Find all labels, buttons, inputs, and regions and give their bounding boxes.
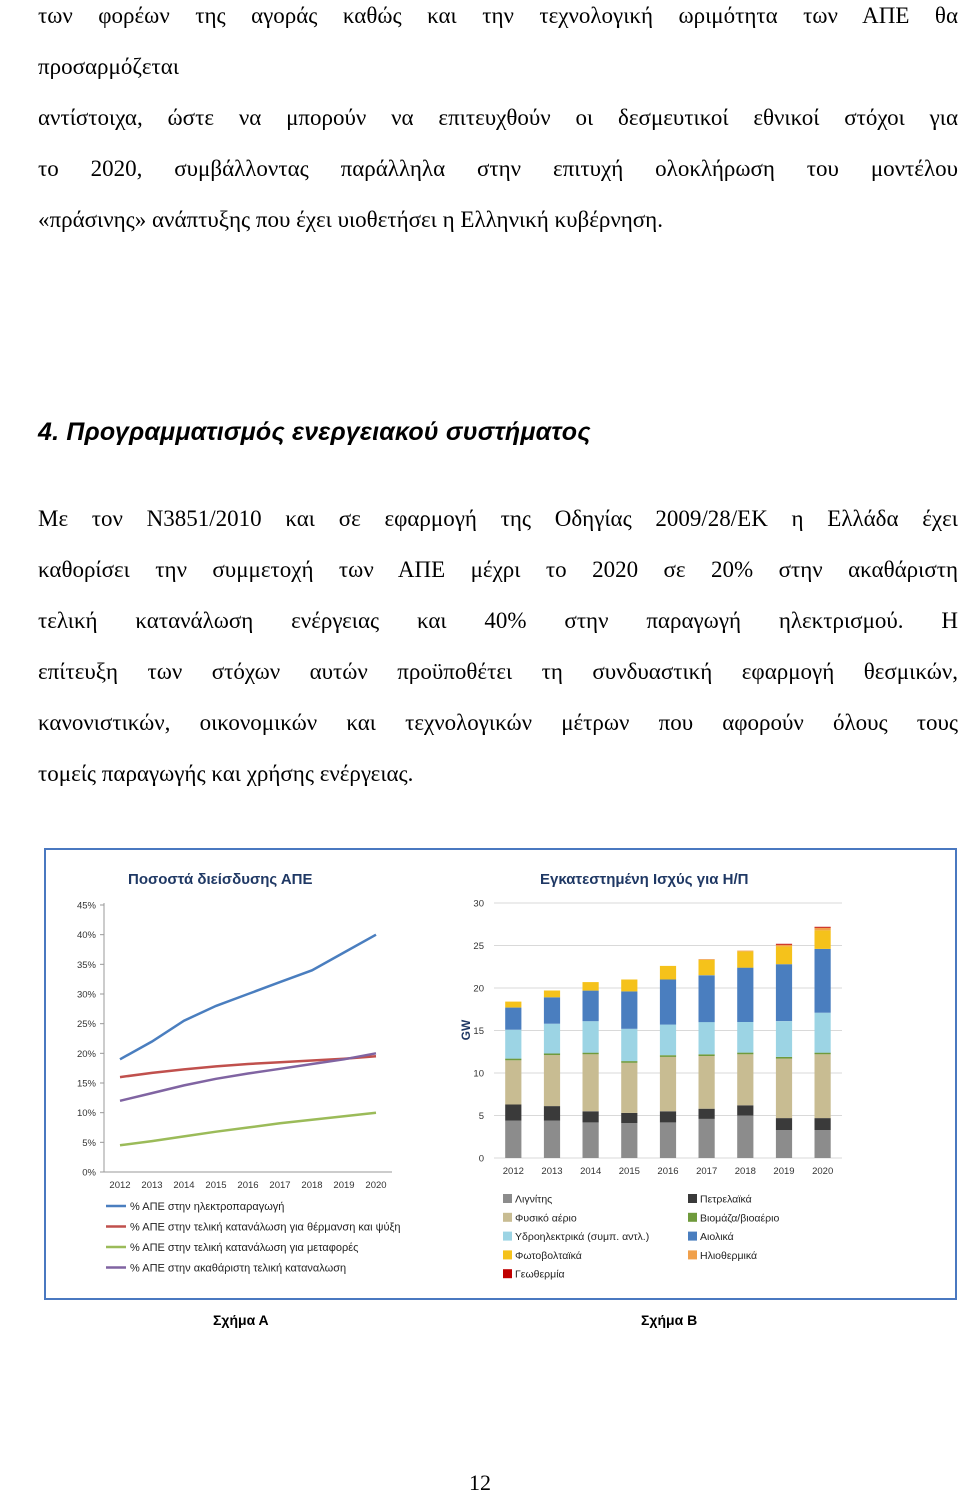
chart-a-x-tick-label: 2019 [333, 1180, 355, 1191]
chart-a-series-line [120, 935, 376, 1060]
chart-b-bar-segment [660, 980, 676, 1025]
chart-b-bar-segment [660, 966, 676, 980]
chart-b-x-tick-label: 2018 [734, 1166, 756, 1177]
chart-b-legend-swatch [503, 1250, 512, 1259]
chart-b-bar-segment [776, 964, 792, 1021]
chart-a-y-tick-label: 0% [82, 1167, 96, 1179]
chart-b-bar-segment [544, 1121, 560, 1158]
chart-b-bar-segment [583, 1021, 599, 1052]
chart-b-bar-segment [815, 949, 831, 1013]
chart-b-bar-segment [621, 1113, 637, 1123]
chart-b-x-tick-label: 2013 [541, 1166, 563, 1177]
body-line: κανονιστικών, οικονομικών και τεχνολογικών μέτρων που αφορούν όλους τους [38, 710, 958, 735]
chart-b-legend-label: Ηλιοθερμικά [700, 1249, 758, 1262]
chart-b-bar-segment [737, 1022, 753, 1053]
chart-b-legend-swatch [503, 1232, 512, 1241]
chart-a-x-tick-label: 2012 [109, 1180, 131, 1191]
chart-b-bar-segment [699, 1022, 715, 1054]
chart-a-legend-label: % ΑΠΕ στην τελική κατανάλωση για θέρμανση και ψύξη [130, 1221, 401, 1234]
chart-b-bar-segment [583, 982, 599, 991]
chart-b-bar-segment [815, 1053, 831, 1055]
caption-a: Σχήμα Α [213, 1312, 269, 1328]
chart-a-series-line [120, 1053, 376, 1101]
chart-a-x-tick-label: 2016 [237, 1180, 259, 1191]
chart-b-bar-segment [699, 1109, 715, 1119]
chart-b-bar-segment [505, 1008, 521, 1030]
chart-b-bar-segment [505, 1060, 521, 1104]
chart-b-bar-segment [699, 959, 715, 960]
chart-a-title: Ποσοστά διείσδυσης ΑΠΕ [128, 871, 313, 888]
chart-b-y-tick-label: 25 [473, 941, 484, 952]
chart-b-x-tick-label: 2012 [502, 1166, 524, 1177]
page-number: 12 [469, 1470, 491, 1495]
chart-a-x-tick-label: 2018 [301, 1180, 323, 1191]
chart-b-bar-segment [544, 1055, 560, 1106]
body-line: τομείς παραγωγής και χρήσης ενέργειας. [38, 761, 414, 786]
chart-b-bar-segment [699, 1119, 715, 1158]
chart-b-bar-segment [776, 945, 792, 947]
chart-b-legend-label: Βιομάζα/βιοαέριο [700, 1212, 780, 1225]
caption-b: Σχήμα Β [641, 1312, 698, 1328]
chart-b-bar-segment [815, 1054, 831, 1118]
chart-a-y-tick-label: 5% [82, 1137, 96, 1149]
chart-b-legend-label: Υδροηλεκτρικά (συμπ. αντλ.) [515, 1231, 650, 1244]
chart-a-y-tick-label: 20% [76, 1048, 96, 1060]
chart-b-bar-segment [621, 1029, 637, 1061]
chart-b-bar-segment [621, 1063, 637, 1113]
figure-frame [44, 848, 957, 1300]
chart-b-bar-segment [737, 1053, 753, 1055]
chart-b-bar-segment [544, 1053, 560, 1055]
chart-b-bar-segment [776, 946, 792, 964]
chart-b-legend-label: Γεωθερμία [515, 1268, 565, 1281]
chart-b-legend-swatch [688, 1250, 697, 1259]
chart-a-y-tick-label: 30% [76, 989, 96, 1001]
chart-b-bar-segment [544, 991, 560, 998]
chart-b-bar-segment [699, 975, 715, 1022]
chart-a-y-tick-label: 15% [76, 1078, 96, 1090]
chart-b-bar-segment [776, 1021, 792, 1057]
chart-b-bar-segment [505, 1059, 521, 1061]
chart-b-bar-segment [815, 1130, 831, 1158]
chart-b-title: Εγκατεστημένη Ισχύς για Η/Π [540, 871, 749, 888]
chart-b-bar-segment [737, 1116, 753, 1159]
body-line: καθορίσει την συμμετοχή των ΑΠΕ μέχρι το 2020 σε 20% στην ακαθάριστη [38, 557, 958, 582]
chart-b-bar-segment [621, 1123, 637, 1158]
chart-b-bar-segment [776, 1118, 792, 1130]
chart-b-bar-segment [776, 1057, 792, 1059]
chart-b-y-tick-label: 30 [473, 898, 484, 910]
chart-b-bar-segment [699, 1056, 715, 1109]
chart-b-bar-segment [505, 1002, 521, 1008]
chart-b-bar-segment [660, 1025, 676, 1056]
chart-b-bar-segment [505, 1030, 521, 1059]
chart-b-bar-segment [815, 927, 831, 928]
chart-b-bar-segment [583, 1054, 599, 1111]
chart-b-legend-label: Φυσικό αέριο [515, 1212, 577, 1225]
chart-b-bar-segment [505, 1104, 521, 1120]
chart-b-legend-swatch [503, 1194, 512, 1203]
intro-line: «πράσινης» ανάπτυξης που έχει υιοθετήσει η Ελληνική κυβέρνηση. [38, 207, 663, 232]
chart-b-y-axis-label: GW [459, 1019, 473, 1041]
chart-b-legend-swatch [688, 1232, 697, 1241]
chart-a-y-tick-label: 25% [76, 1019, 96, 1031]
chart-b-bar-segment [660, 1057, 676, 1111]
body-line: επίτευξη των στόχων αυτών προϋποθέτει τη συνδυαστική εφαρμογή θεσμικών, [38, 659, 958, 684]
intro-line: προσαρμόζεται [38, 54, 180, 79]
chart-b-legend-swatch [688, 1194, 697, 1203]
intro-line: αντίστοιχα, ώστε να μπορούν να επιτευχθούν οι δεσμευτικοί εθνικοί στόχοι για [38, 105, 958, 130]
chart-b-bar-segment [737, 1105, 753, 1115]
chart-b-bar-segment [815, 928, 831, 931]
chart-a-legend-label: % ΑΠΕ στην τελική κατανάλωση για μεταφορές [130, 1242, 359, 1254]
chart-a-x-tick-label: 2015 [205, 1180, 227, 1191]
chart-b-y-tick-label: 0 [478, 1153, 484, 1165]
chart-b-bar-segment [621, 991, 637, 1028]
chart-a-x-tick-label: 2020 [365, 1180, 387, 1191]
chart-b-bar-segment [544, 1106, 560, 1121]
chart-b-x-tick-label: 2016 [657, 1166, 679, 1177]
chart-b-bar-segment [583, 1122, 599, 1158]
chart-a-x-tick-label: 2014 [173, 1180, 195, 1191]
chart-b-x-tick-label: 2017 [696, 1166, 718, 1177]
chart-b-x-tick-label: 2019 [773, 1166, 795, 1177]
chart-b-bar-segment [544, 997, 560, 1023]
intro-line: το 2020, συμβάλλοντας παράλληλα στην επιτυχή ολοκλήρωση του μοντέλου [38, 156, 958, 181]
chart-a-y-tick-label: 40% [76, 930, 96, 942]
chart-b-bar-segment [776, 944, 792, 945]
chart-b-y-tick-label: 15 [473, 1026, 484, 1037]
chart-b-bar-segment [815, 930, 831, 949]
chart-b-bar-segment [699, 960, 715, 975]
chart-b-x-tick-label: 2015 [618, 1166, 640, 1177]
chart-a-legend-label: % ΑΠΕ στην ηλεκτροπαραγωγή [130, 1201, 285, 1213]
chart-b-bar-segment [583, 1053, 599, 1055]
body-line: τελική κατανάλωση ενέργειας και 40% στην παραγωγή ηλεκτρισμού. Η [38, 608, 958, 633]
chart-b-bar-segment [583, 991, 599, 1022]
chart-b-bar-segment [815, 1118, 831, 1130]
chart-a-x-tick-label: 2017 [269, 1180, 291, 1191]
chart-b-bar-segment [621, 1061, 637, 1063]
chart-b-bar-segment [621, 980, 637, 992]
chart-b-y-tick-label: 20 [473, 983, 484, 995]
chart-b-x-tick-label: 2014 [580, 1166, 602, 1177]
chart-a-series-line [120, 1113, 376, 1146]
chart-b-legend-label: Φωτοβολταϊκά [515, 1249, 582, 1262]
chart-b-bar-segment [776, 1130, 792, 1158]
chart-a-y-tick-label: 35% [76, 959, 96, 971]
chart-b-legend-label: Αιολικά [700, 1231, 734, 1244]
chart-a-x-tick-label: 2013 [141, 1180, 163, 1191]
chart-b-bar-segment [699, 1054, 715, 1056]
chart-a-y-tick-label: 10% [76, 1108, 96, 1120]
intro-paragraph [38, 0, 958, 245]
chart-b-legend-label: Λιγνίτης [515, 1193, 553, 1206]
chart-a-legend-label: % ΑΠΕ στην ακαθάριστη τελική καταναλωση [130, 1262, 347, 1275]
body-paragraph [38, 493, 958, 799]
figure-charts [46, 850, 955, 1298]
chart-b-legend-swatch [688, 1213, 697, 1222]
chart-b-legend-swatch [503, 1213, 512, 1222]
chart-b-y-tick-label: 5 [478, 1111, 484, 1122]
chart-b-bar-segment [660, 1055, 676, 1057]
chart-b-bar-segment [583, 1111, 599, 1122]
chart-b-bar-segment [776, 1059, 792, 1119]
chart-b-bar-segment [737, 952, 753, 968]
chart-b-bar-segment [737, 968, 753, 1022]
chart-b-bar-segment [737, 1054, 753, 1105]
chart-b-x-tick-label: 2020 [812, 1166, 834, 1177]
chart-a-y-tick-label: 45% [76, 900, 96, 912]
chart-b-legend-label: Πετρελαϊκά [700, 1193, 752, 1206]
section-heading: 4. Προγραμματισμός ενεργειακού συστήματος [38, 418, 591, 446]
chart-b-bar-segment [544, 1024, 560, 1054]
chart-b-y-tick-label: 10 [473, 1068, 484, 1080]
chart-b-bar-segment [660, 1111, 676, 1122]
chart-b-bar-segment [815, 1013, 831, 1053]
intro-line: των φορέων της αγοράς καθώς και την τεχνολογική ωριμότητα των ΑΠΕ θα [38, 3, 958, 28]
chart-b-bar-segment [737, 951, 753, 952]
chart-b-legend-swatch [503, 1269, 512, 1278]
chart-b-bar-segment [660, 1122, 676, 1158]
body-line: Με τον Ν3851/2010 και σε εφαρμογή της Οδηγίας 2009/28/ΕΚ η Ελλάδα έχει [38, 506, 958, 531]
chart-b-bar-segment [505, 1121, 521, 1158]
